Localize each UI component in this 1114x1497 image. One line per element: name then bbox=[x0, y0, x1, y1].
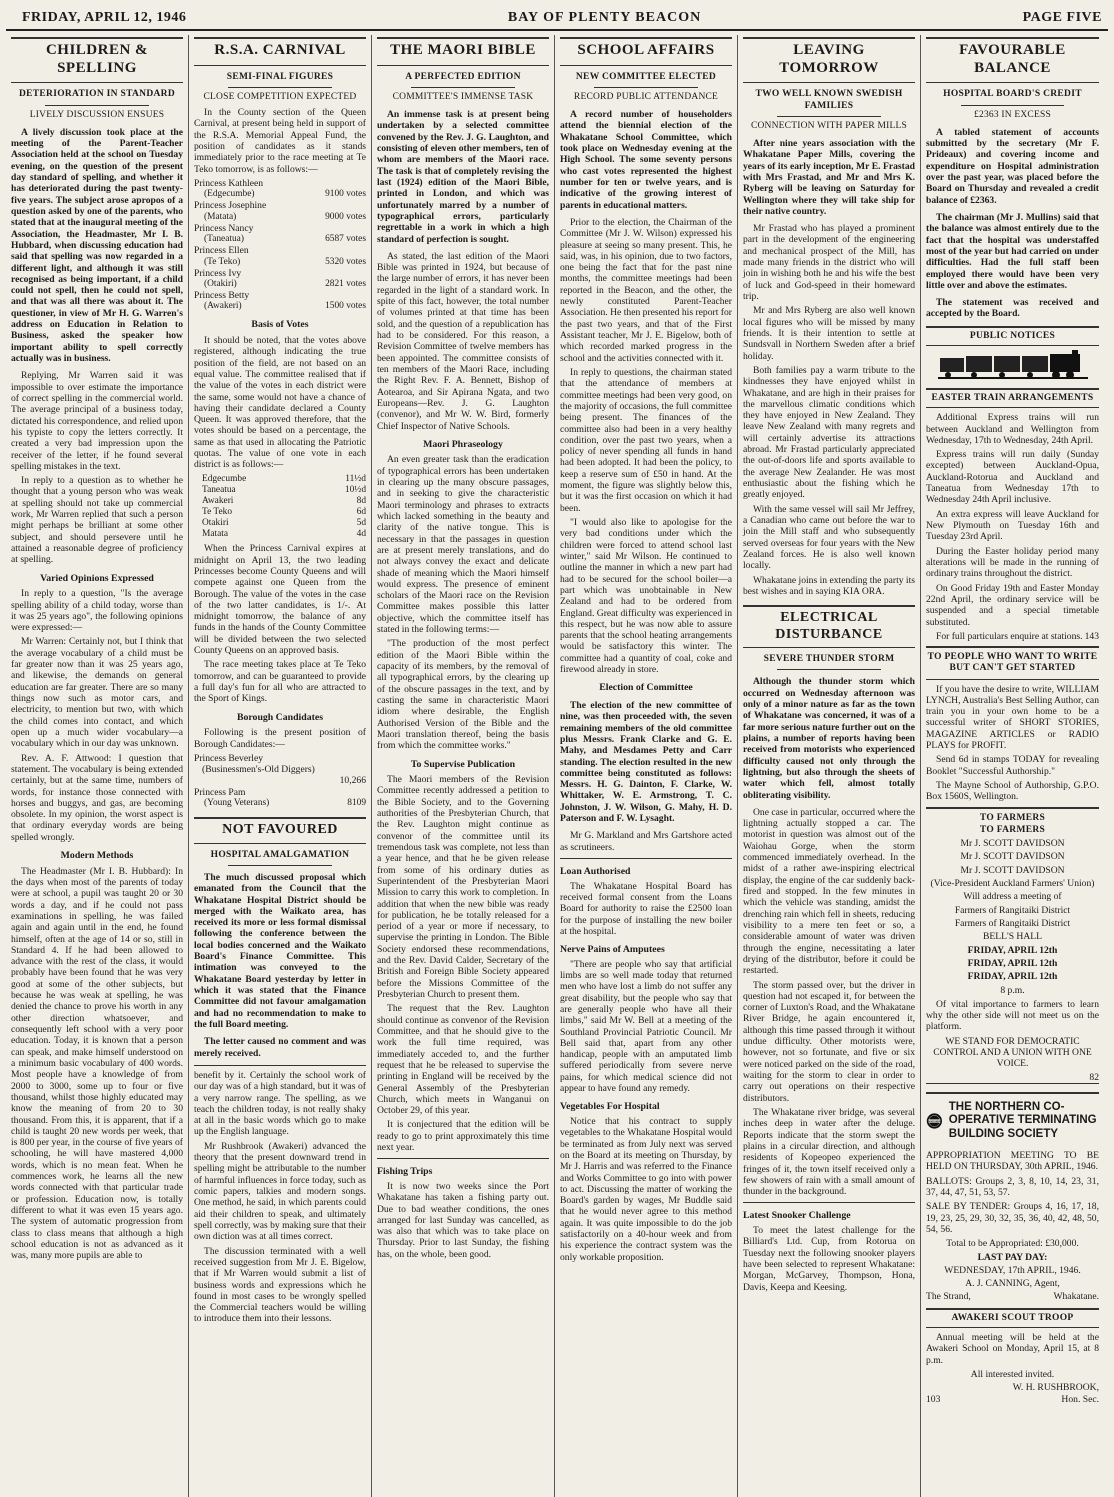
vote-value-row bbox=[194, 496, 366, 507]
lead-paragraph: The statement was received and accepted by the Board. bbox=[926, 297, 1099, 320]
borough-entry bbox=[194, 787, 366, 809]
meeting-date: FRIDAY, APRIL 12th bbox=[967, 957, 1058, 969]
building-society-header bbox=[926, 1092, 1099, 1142]
divider bbox=[194, 1065, 366, 1066]
subheading: HOSPITAL AMALGAMATION bbox=[210, 849, 350, 860]
section-heading: Election of Committee bbox=[599, 682, 693, 694]
subheading: SEMI-FINAL FIGURES bbox=[226, 71, 334, 82]
vote-count: 6587 votes bbox=[325, 234, 366, 245]
notice-number: 143 bbox=[1084, 630, 1099, 642]
paragraph: Mr Frastad who has played a prominent part in the development of the engineering and mechanical prospect of the Mill, has made many friends in the district who will join in wishing both he and his wife the best of luck and God-speed in their homeward trip. bbox=[743, 223, 915, 303]
paragraph: Annual meeting will be held at the Awakeri School on Monday, April 15, at 8 p.m. bbox=[926, 1331, 1099, 1366]
paragraph: It should be noted, that the votes above registered, although indicating the true position of the field, are not based on an equal value. The committee realised that if the value of the votes in each district were the same, some would not have a chance of having their candidate declared a County Queen. It was approved therefore, that the votes should be based on a percentage, the same as that used in allocating the Patriotic quotas. The value of one vote in each district is as follows:— bbox=[194, 334, 366, 471]
lead-paragraph: The election of the new committee of nine, was then proceeded with, the seven remaining members of the old committee plus Messrs. Frank Clarke and G. E. Mahy, and Mesdames Petty and Carr standing. The election resulted in the new committee being constituted as follows: Messrs. H. G. Dainton, F. Clarke, W. Whittaker, W. E. Armstrong, T. C. Johnston, J. W. Wilson, G. Mahy, H. D. Paterson and F. W. Lysaght. bbox=[560, 699, 732, 825]
district: Edgecumbe bbox=[202, 473, 247, 484]
paragraph: On Good Friday 19th and Easter Monday 22nd April, the ordinary service will be suspended and a special timetable substituted. bbox=[926, 582, 1099, 628]
notice-text: Farmers of Rangitaiki District bbox=[954, 904, 1071, 916]
section-heading: Maori Phraseology bbox=[423, 438, 503, 450]
vote-list bbox=[194, 178, 366, 312]
section-heading: Modern Methods bbox=[60, 850, 134, 862]
notice-text: WEDNESDAY, 17th APRIL, 1946. bbox=[944, 1264, 1081, 1276]
building-society-logo-icon bbox=[926, 1100, 943, 1142]
section-heading: Loan Authorised bbox=[560, 866, 631, 878]
headline-leaving-tomorrow: LEAVING TOMORROW bbox=[743, 37, 915, 83]
section-heading: Fishing Trips bbox=[377, 1166, 433, 1178]
paragraph: APPROPRIATION MEETING TO BE HELD ON THURSDAY, 30th APRIL, 1946. bbox=[926, 1150, 1099, 1173]
paragraph: Mr G. Markland and Mrs Gartshore acted as scrutineers. bbox=[560, 830, 732, 853]
paragraph: Following is the present position of Borough Candidates:— bbox=[194, 727, 366, 750]
paragraph: "I would also like to apologise for the very bad conditions under which the children were forced to attend school last winter," said Mr Wilson. He continued to outline the manner in which a new part had had to be secured for the school boiler—a part which was unobtainable in New Zealand and had to be ordered from England. Great difficulty was experienced in this respect, but he was now able to assure parents that the school heating arrangements would be satisfactory this winter. The committee had a quantity of coal, coke and firewood already in store. bbox=[560, 517, 732, 676]
meeting-time: 8 p.m. bbox=[1000, 984, 1025, 996]
vote-count: 2821 votes bbox=[325, 278, 366, 289]
notice-heading: AWAKERI SCOUT TROOP bbox=[926, 1308, 1099, 1328]
column-2 bbox=[189, 35, 372, 1497]
value: 5d bbox=[356, 518, 366, 529]
paragraph: In reply to questions, the chairman stated that the attendance of members at committee meetings had been very good, on the majority of occasions, the full committee being present. The finances of the committee also had been in a very healthy condition, over the past two years, when a policy of never spending all funds in hand had been adopted. It had been the policy, to keep a reserve sum of £50 in hand. At the moment, the figure was slightly below this, but it was the first occasion on which it had been. bbox=[560, 366, 732, 514]
paragraph: The Whakatane Hospital Board has received formal consent from the Loans Board for authority to raise the £2500 loan for the purpose of installing the new boiler at the hospital. bbox=[560, 880, 732, 937]
building-society-name: THE NORTHERN CO-OPERATIVE TERMINATING BUILDING SOCIETY bbox=[948, 1101, 1097, 1140]
paragraph: During the Easter holiday period many alterations will be made in the running of ordinary trains throughout the district. bbox=[926, 545, 1099, 580]
candidate-name: Princess Ellen bbox=[194, 245, 249, 257]
vote-entry bbox=[194, 200, 366, 222]
paragraph: The Whakatane river bridge, was several inches deep in water after the deluge. Reports indicate that the storm swept the plains in a circular direction, and although residents of Kopeopeo experienced the fringes of it, the town itself received only a few showers of rain with a small amount of thunder in the background. bbox=[743, 1106, 915, 1198]
column-1 bbox=[6, 35, 189, 1497]
venue: BELL'S HALL bbox=[982, 931, 1043, 943]
candidate-district: (Taneatua) bbox=[204, 234, 244, 245]
candidate-name: Princess Kathleen bbox=[194, 177, 264, 189]
vote-entry bbox=[194, 268, 366, 290]
divider bbox=[743, 1202, 915, 1203]
notice-number: 82 bbox=[1089, 1071, 1099, 1083]
divider bbox=[961, 105, 1065, 106]
headline-electrical-disturbance: ELECTRICAL DISTURBANCE bbox=[743, 605, 915, 648]
subheading: £2363 IN EXCESS bbox=[974, 109, 1051, 120]
farmers-notice bbox=[926, 807, 1099, 1084]
agent-name: A. J. CANNING, Agent, bbox=[965, 1278, 1060, 1290]
paragraph: Express trains will run daily (Sunday excepted) between Auckland-Opua, Auckland-Rotorua and Auckland and Taneatua from Wednesday 17th to Wednesday 24th April inclusive. bbox=[926, 449, 1099, 506]
district: Otakiri bbox=[202, 518, 229, 529]
vote-count: 9100 votes bbox=[325, 189, 366, 200]
notice-heading: TO PEOPLE WHO WANT TO WRITE BUT CAN'T GET STARTED bbox=[926, 646, 1099, 679]
divider bbox=[777, 669, 880, 670]
vote-value-row bbox=[194, 507, 366, 518]
divider bbox=[560, 858, 732, 859]
section-heading: Latest Snooker Challenge bbox=[743, 1210, 851, 1222]
page-number: PAGE FIVE bbox=[1022, 10, 1102, 25]
lead-paragraph: A tabled statement of accounts submitted by the secretary (Mr F. Prideaux) and covering income and expenditure on Hospital administration over the past year, was placed before the Board on Thursday and revealed a credit balance of £2363. bbox=[926, 126, 1099, 206]
paragraph: The Headmaster (Mr I. B. Hubbard): In the days when most of the parents of today were at school, a pupil was taught 20 or 30 words a day, and if he could not pass examinations in spelling, he was failed again and again until in the end, he found himself, often at the age of 14 or so, still in Standard 4. If he had been allowed to advance with the rest of the class, it would probably have been found that he was very good at some of the other subjects, but because he was weak at spelling, he was denied the chance to prove his worth in any other direction whatsoever, and consequently left school with a very poor education. Today, it is known that a person can speak, and make himself understood on a minimum basic vocabulary of 400 words. Most people have a knowledge of from 2000 to 3000, some up to four or five thousand, whilst those highly educated may know the meaning of from 20 to 30 thousand. From this, it is apparent, that if a child is taught 20 new words per week, that is 800 per year, in the course of five years of schooling, he will have mastered 4,000 words, which is no mean feat. When he commences work, he learns all the new words connected with that particular trade or profession. Education now, is totally different to what it was even 15 years ago. The system of automatic progression from class to class means that although a high school education is not as advanced as it was, many more pupils are able to bbox=[11, 865, 183, 1262]
divider bbox=[594, 87, 697, 88]
paragraph: In reply to a question as to whether he thought that a young person who was weak at spelling should not take up commercial work, Mr Warren replied that such a person might perhaps be brilliant at some other subject, and should persevere until he attained a reasonable degree of proficiency at spelling. bbox=[11, 475, 183, 566]
notice-number: 103 bbox=[926, 1393, 941, 1405]
value: 6d bbox=[356, 506, 366, 517]
paragraph: In the County section of the Queen Carnival, at present being held in support of the R.S.A. Memorial Appeal Fund, the position of candidates as it stands immediately prior to the race meeting at Te Teko tomorrow, is as follows:— bbox=[194, 107, 366, 175]
subheading: TWO WELL KNOWN SWEDISH FAMILIES bbox=[755, 89, 903, 111]
divider bbox=[228, 865, 331, 866]
subheading: COMMITTEE'S IMMENSE TASK bbox=[392, 91, 534, 102]
vote-value-list bbox=[194, 474, 366, 541]
district: Awakeri bbox=[202, 495, 234, 506]
notice-text: All interested invited. bbox=[970, 1368, 1055, 1380]
paragraph: The request that the Rev. Laughton should continue as convenor of the Revision Committee, and that he should give to the work the full time required, was immediately acceded to, and the further request that he be released to supervise the printing in England will be received by the General Assembly of the Presbyterian Church, which meets in Wanganui on October 29, of this year. bbox=[377, 1003, 549, 1117]
lead-paragraph: Although the thunder storm which occurred on Wednesday afternoon was only of a minor nature as far as the town of Whakatane was concerned, it was of a far more serious nature further out on the plains, a number of reports having been received from motorists who experienced difficulty caused not only through the lightning, but also through the sheets of water which fell, almost totally obliterating visibility. bbox=[743, 676, 915, 801]
paragraph: "The production of the most perfect edition of the Maori Bible within the capacity of its members, by the removal of all typographical errors, by the clearing up of the obscure passages in the text, and by casting the same in characteristic Maori idiom where desirable, the English Authorised Version of the Bible and the Maori translation thereof, being the basis from which the committee works." bbox=[377, 638, 549, 752]
section-heading: To Supervise Publication bbox=[410, 758, 516, 770]
paragraph: If you have the desire to write, WILLIAM LYNCH, Australia's Best Selling Author, can train you in your own home to be a successful writer of SHORT STORIES, MAGAZINE ARTICLES or RADIO PLAYS for PROFIT. bbox=[926, 683, 1099, 752]
paragraph: Notice that his contract to supply vegetables to the Whakatane Hospital would be terminated as from July next was served on the Board at its meeting on Thursday, by Mr J. Harris and was referred to the Finance and Works Committee to go into with power to act. Discussing the matter of working the Board's garden by wages, Mr Buddle said that he would never agree to this method again. It was quite impossible to do the job satisfactorily on a 40-hour week and from his experience the contract system was the only workable proposition. bbox=[560, 1115, 732, 1263]
notice-text: Farmers of Rangitaiki District bbox=[954, 917, 1071, 929]
speaker-name: Mr J. SCOTT DAVIDSON bbox=[960, 851, 1065, 863]
candidate-district: (Edgecumbe) bbox=[204, 189, 255, 200]
paper-title: BAY OF PLENTY BEACON bbox=[507, 10, 702, 25]
speaker-name: Mr J. SCOTT DAVIDSON bbox=[960, 864, 1065, 876]
subheading: SEVERE THUNDER STORM bbox=[763, 654, 895, 665]
candidate-district: (Otakiri) bbox=[204, 278, 237, 289]
notice-heading: TO FARMERS bbox=[979, 812, 1046, 823]
column-6 bbox=[921, 35, 1104, 1497]
logo-text: NORTHERN bbox=[928, 1120, 941, 1123]
notice-heading: EASTER TRAIN ARRANGEMENTS bbox=[926, 388, 1099, 408]
subheading: CLOSE COMPETITION EXPECTED bbox=[203, 91, 357, 102]
vote-value-row bbox=[194, 529, 366, 540]
notice-footer bbox=[926, 631, 1099, 642]
notice-heading: TO FARMERS bbox=[979, 824, 1046, 835]
paragraph: The discussion terminated with a well received suggestion from Mr J. E. Bigelow, that if Mr Warren would submit a list of business words and expressions which he found in most cases to be wrongly spelled the Commercial teachers would be willing to introduce them into their lessons. bbox=[194, 1245, 366, 1325]
section-heading: Borough Candidates bbox=[236, 711, 324, 723]
column-5 bbox=[738, 35, 921, 1497]
subheading: LIVELY DISCUSSION ENSUES bbox=[29, 109, 165, 120]
vote-count: 1500 votes bbox=[325, 301, 366, 312]
agent-address bbox=[926, 1291, 1099, 1302]
section-heading: Nerve Pains of Amputees bbox=[560, 944, 665, 956]
vote-value-row bbox=[194, 485, 366, 496]
paragraph: benefit by it. Certainly the school work of our day was of a high standard, but it was of a very narrow range. The spelling, as we teach the children today, is not really shaky at all in the basic words which go to make up the English language. bbox=[194, 1069, 366, 1138]
paragraph: The Mayne School of Authorship, G.P.O. Box 1560S, Wellington. bbox=[926, 780, 1099, 803]
paragraph: One case in particular, occurred where the lightning actually stopped a car. The motorist in question was almost out of the Waiohau Gorge, when the storm commenced immediately overhead. In the midst of a rather awe-inspiring electrical display, the engine of the car suddenly back-fired and stopped. In the few minutes in which the vehicle was standing, amidst the drenching rain which fell in sheets, reducing visibility to a mere ten feet or so, a considerable amount of water was driven through the engine, necessitating a later drying of the distributor, before it could be restarted. bbox=[743, 806, 915, 977]
lead-paragraph: A record number of householders attend the biennial election of the Whakatane School Committee, which took place on Wednesday evening at the High School. The some seventy persons who cast votes represented the highest number for ten or twelve years, and is indicative of the growing interest of parents in educational matters. bbox=[560, 109, 732, 211]
lead-paragraph: An immense task is at present being undertaken by a selected committee convened by the Rev. J. G. Laughton, and consisting of eleven other members, ten of whom are members of the Maori race. The task is that of completely revising the last (1924) edition of the Maori Bible, printed in London, and which was unfortunately marred by a number of typographical errors, particularly regrettable in a work in which a high standard of perfection is sought. bbox=[377, 109, 549, 245]
speaker-role: (Vice-President Auckland Farmers' Union) bbox=[930, 878, 1095, 889]
paragraph: In reply to a question, "Is the average spelling ability of a child today, worse than it was 25 years ago", the following opinions were expressed:— bbox=[11, 588, 183, 634]
value: 10½d bbox=[344, 484, 366, 495]
paragraph: Mr Rushbrook (Awakeri) advanced the theory that the present downward trend in spelling might be attributable to the number of harmful influences in force today, such as comic papers, talkies and modern songs. One method, he said, in which parents could aid their children to speak, and ultimately spell correctly, was by making sure that their own diction was at all times correct. bbox=[194, 1140, 367, 1243]
vote-entry bbox=[194, 223, 366, 245]
candidate-sponsor: (Young Veterans) bbox=[204, 798, 270, 809]
vote-entry bbox=[194, 178, 366, 200]
paragraph: With the same vessel will sail Mr Jeffrey, a Canadian who came out before the war to join the Mill staff and who subsequently served overseas for four years with the New Zealand forces. He is also well known locally. bbox=[743, 503, 915, 572]
candidate-name: Princess Nancy bbox=[194, 222, 254, 234]
paragraph: Prior to the election, the Chairman of the Committee (Mr J. W. Wilson) expressed his pleasure at seeing so many present. This, he said, was, in his opinion, due to two factors, one being the fact that for the past nine months, the committee meetings had been reported in the Beacon, and the other, the newly constituted Parent-Teacher Association. He then presented his report for the past two years, and that of the First Assistant teacher, Mr J. E. Bigelow, both of which recorded marked progress in the school and the activities connected with it. bbox=[560, 216, 732, 364]
column-3 bbox=[372, 35, 555, 1497]
meeting-date: FRIDAY, APRIL 12th bbox=[967, 971, 1058, 983]
paragraph: When the Princess Carnival expires at midnight on April 13, the two leading Princesses become County Queens and will compete against one Queen from the Borough. The value of the votes in the case of the two latter candidates, is 1/-. At midnight tomorrow, the balance of any funds in the hands of the County Committee will be divided between the two selected County Queens on an approved basis. bbox=[194, 543, 366, 657]
district: Te Teko bbox=[202, 506, 233, 517]
headline-school-affairs: SCHOOL AFFAIRS bbox=[560, 37, 732, 66]
paragraph: Of vital importance to farmers to learn why the other side will not meet us on the platform. bbox=[926, 998, 1099, 1033]
headline-maori-bible: THE MAORI BIBLE bbox=[377, 37, 549, 66]
speaker-name: Mr J. SCOTT DAVIDSON bbox=[960, 838, 1065, 850]
lead-paragraph: After nine years association with the Whakatane Paper Mills, covering the years of its early inception, Mr E. Frastad with Mrs Frastad, and Mr and Mrs K. Ryberg will be leaving on Saturday for Wellington where they will take ship for their native country. bbox=[743, 137, 915, 217]
train-illustration bbox=[938, 350, 1088, 384]
lead-paragraph: A lively discussion took place at the meeting of the Parent-Teacher Association held at the school on Tuesday evening, on the question of the present day standard of spelling, and whether it has deteriorated during the past twenty-five years. The subject arose apropos of a question asked by one of the parents, who stated that at the inaugural meeting of the Association, the Headmaster, Mr I. B. Hubbard, when discussing education had said that spelling was now regarded in a different light, and although it was still recognised as being important, if a child could not spell, then he could not spell, and that was all there was about it. The questioner, in view of Mr H. G. Warren's address on Education in Relation to Business, asked the speaker how important ability to spell correctly actually was in business. bbox=[11, 126, 183, 365]
paragraph: Mr and Mrs Ryberg are also well known local figures who will be missed by many friends. It is their intention to settle at Sundsvall in Northern Sweden after a brief holiday. bbox=[743, 305, 915, 362]
lead-paragraph: The letter caused no comment and was merely received. bbox=[194, 1036, 366, 1059]
vote-entry bbox=[194, 290, 366, 312]
paragraph: An extra express will leave Auckland for New Plymouth on Tuesday 16th and Tuesday 23rd April. bbox=[926, 508, 1099, 543]
paragraph: Replying, Mr Warren said it was impossible to over estimate the importance of correct spelling in the commercial world. The average principal of a business today, dictated his correspondence, and relied upon his typiste to copy the letters correctly. It created a very bad impression upon the receiver of the letter, if he found several spelling mistakes in the text. bbox=[11, 370, 183, 472]
paragraph: To meet the latest challenge for the Billiard's Ltd. Cup, from Rotorua on Tuesday next the following snooker players have been selected to represent Whakatane: Morgan, McGarvey, Thompson, Hona, Davis, Keepa and Keesing. bbox=[743, 1225, 915, 1293]
paragraph: Whakatane joins in extending the party its best wishes and in saying KIA ORA. bbox=[743, 574, 915, 597]
paragraph: It is conjectured that the edition will be ready to go to print approximately this time next year. bbox=[377, 1119, 549, 1154]
slogan: WE STAND FOR DEMOCRATIC CONTROL AND A UNION WITH ONE VOICE. bbox=[933, 1035, 1092, 1070]
lead-paragraph: The chairman (Mr J. Mullins) said that the balance was almost entirely due to the fact that the hospital was understaffed most of the year but had carried on under difficulties. Had the full staff been employed there would have been very little over and above the estimates. bbox=[926, 211, 1099, 291]
candidate-district: (Te Teko) bbox=[204, 256, 241, 267]
value: 11½d bbox=[345, 473, 366, 484]
address-line: The Strand, bbox=[926, 1291, 971, 1303]
district: Taneatua bbox=[202, 484, 236, 495]
columns bbox=[6, 31, 1108, 1497]
vote-value-row bbox=[194, 474, 366, 485]
candidate-sponsor: (Businessmen's-Old Diggers) bbox=[202, 764, 315, 776]
paragraph: It is now two weeks since the Port Whakatane has taken a fishing party out. Due to bad weather conditions, the ones arranged for last Sunday was cancelled, as was also that which was to take place on Thursday. Prior to last Sunday, the fishing has, on the whole, been good. bbox=[377, 1180, 549, 1260]
divider bbox=[228, 87, 331, 88]
divider bbox=[777, 116, 880, 117]
value: 8d bbox=[356, 495, 366, 506]
divider bbox=[45, 105, 148, 106]
subheading: A PERFECTED EDITION bbox=[405, 71, 521, 82]
candidate-name: Princess Josephine bbox=[194, 200, 267, 212]
paragraph: The race meeting takes place at Te Teko tomorrow, and can be guaranteed to provide a full day's fun for all who are attracted to the Sport of Kings. bbox=[194, 659, 366, 705]
section-heading: Varied Opinions Expressed bbox=[40, 572, 154, 584]
column-4 bbox=[555, 35, 738, 1497]
paragraph: For full particulars enquire at stations. bbox=[936, 630, 1083, 642]
issue-date: FRIDAY, APRIL 12, 1946 bbox=[22, 10, 187, 25]
subheading: HOSPITAL BOARD'S CREDIT bbox=[943, 89, 1082, 100]
signatory-role: Hon. Sec. bbox=[1061, 1393, 1099, 1405]
notice-text: Total to be Appropriated: £30,000. bbox=[946, 1238, 1079, 1250]
masthead bbox=[6, 4, 1108, 31]
subheading: NEW COMMITTEE ELECTED bbox=[575, 71, 717, 82]
train-icon bbox=[926, 350, 1099, 384]
vote-count: 5320 votes bbox=[325, 256, 366, 267]
candidate-district: (Matata) bbox=[204, 211, 237, 222]
candidate-district: (Awakeri) bbox=[204, 301, 242, 312]
paragraph: "There are people who say that artificial limbs are so well made today that returned men who have lost a limb do not suffer any great disability, but the people who say that are generally people who have all their limbs," said Mr W. Bell at a meeting of the Southland Provincial Patriotic Council. Mr Bell said that, apart from any other handicap, people with an amputated limb suffered periodically from severe nerve pains, for which medical science did not appear to have found any remedy. bbox=[560, 958, 732, 1095]
divider bbox=[411, 87, 514, 88]
candidate-name: Princess Betty bbox=[194, 290, 250, 301]
address-town: Whakatane. bbox=[1053, 1291, 1099, 1303]
headline-not-favoured: NOT FAVOURED bbox=[194, 817, 366, 844]
paragraph: The storm passed over, but the driver in question had not escaped it, for between the corner of Luxton's Road, and the Whakatane River Bridge, he again encountered it, although this time passed through it without undue difficulty. Other motorists were, however, not so fortunate, and five or six were noticed parked on the side of the road, waiting for the storm to clear in order to carry out operations on their respective distributors. bbox=[743, 979, 915, 1104]
vote-value-row bbox=[194, 518, 366, 529]
section-heading: Basis of Votes bbox=[251, 319, 309, 331]
district: Matata bbox=[202, 529, 229, 540]
paragraph: SALE BY TENDER: Groups 4, 16, 17, 18, 19, 23, 25, 29, 30, 32, 35, 36, 40, 42, 48, 50, 54, 56. bbox=[926, 1201, 1099, 1235]
section-heading: Vegetables For Hospital bbox=[560, 1101, 660, 1113]
vote-count: 8109 bbox=[347, 798, 366, 809]
signatory: W. H. RUSHBROOK, bbox=[1012, 1382, 1099, 1394]
paragraph: BALLOTS: Groups 2, 3, 8, 10, 14, 23, 31, 37, 44, 47, 51, 53, 57. bbox=[926, 1175, 1099, 1198]
lead-paragraph: The much discussed proposal which emanated from the Council that the Whakatane Hospital District should be merged with the Waikato area, has received its more or less formal dismissal following the conference between the local bodies concerned and the Waikato Board's Finance Committee. This intimation was conveyed to the Whakatane Board yesterday by letter in which it was stated that the Finance Committee did not favour amalgamation and had no recommendation to make to the full Board meeting. bbox=[194, 871, 366, 1030]
headline-rsa-carnival: R.S.A. CARNIVAL bbox=[194, 37, 366, 66]
vote-count: 9000 votes bbox=[325, 211, 366, 222]
headline-children-spelling: CHILDREN & SPELLING bbox=[11, 37, 183, 83]
paragraph: Both families pay a warm tribute to the kindnesses they have enjoyed whilst in Whakatane, and are high in their praises for the marvellous climatic conditions which they have enjoyed in New Zealand. They leave New Zealand with many regrets and will certainly advertise its attractions abroad. Mr Frastad particularly appreciated the out-of-doors life and sports available to the average New Zealander. He was most enthusiastic about the fishing which he greatly enjoyed. bbox=[743, 364, 915, 501]
subheading: CONNECTION WITH PAPER MILLS bbox=[750, 120, 908, 131]
subheading: RECORD PUBLIC ATTENDANCE bbox=[573, 91, 719, 102]
meeting-date: FRIDAY, APRIL 12th bbox=[967, 944, 1058, 956]
notice-footer bbox=[926, 1394, 1099, 1405]
candidate-name: Princess Pam bbox=[194, 786, 246, 798]
public-notices-heading: PUBLIC NOTICES bbox=[926, 326, 1099, 346]
notice-text: LAST PAY DAY: bbox=[977, 1251, 1048, 1263]
candidate-name: Princess Beverley bbox=[194, 752, 264, 764]
notice-text: Will address a meeting of bbox=[963, 891, 1062, 903]
paragraph: Mr Warren: Certainly not, but I think that the average vocabulary of a child must be far greater now than it was 25 years ago, and likewise, the demands on general education are far greater. There are so many things now such as motor cars, and electricity, to mention but two, with which the child comes into contact, and which open up a much wider vocabulary—a vocabulary which in our day was unknown. bbox=[11, 636, 183, 750]
paragraph: Send 6d in stamps TODAY for revealing Booklet "Successful Authorship." bbox=[926, 754, 1099, 777]
borough-entry bbox=[194, 753, 366, 787]
vote-count: 10,266 bbox=[339, 775, 366, 787]
paragraph: The Maori members of the Revision Committee recently addressed a petition to the Bible Society, and to the Governing authorities of the Presbyterian Church, that the Rev. Laughton might continue as convenor of the committee until its tremendous task was complete, not less than a year hence, and that he be given release from some of his ordinary duties as Superintendent of the Presbyterian Maori Mission to carry this work to completion. In addition that when the new bible was ready for publication, he be totally released for a period of a year or more if necessary, to supervise the printing in London. The Bible Society endorsed these recommendations, and the Rev. David Calder, Secretary of the British and Foreign Bible Society appeared before the Missions Committee of the Presbyterian Church to present them. bbox=[377, 774, 549, 1000]
paragraph: As stated, the last edition of the Maori Bible was printed in 1924, but because of the large number of errors, it has never been regarded in the light of a standard work. In spite of this fact, however, the total number of volumes printed at that time has been sold, and the question of a republication has had to be considered. For this reason, a Revision Committee of twelve members has been appointed. The committee consists of ten members of the Maori Race, including the Right Rev. F. A. Bennett, Bishop of Aotearoa, and Sir Apirana Ngata, and two Europeans—Rev. J. G. Laughton (convenor), and Mr W. W. Bird, formerly Chief Inspector of Native Schools. bbox=[377, 250, 549, 432]
paragraph: An even greater task than the eradication of typographical errors has been undertaken in clearing up the many obscure passages, and in seeking to give the characteristic Maori terminology and phrases to extracts which lacked something in the beauty and clarity of the native tongue. This is necessary in that the passages in question are at present merely translations, and do not always convey the exact and delicate shade of meaning which the Maori himself would express. The presence of eminent scholars of the Maori race on the Revision Committee makes possible this latter objective, which the committee itself has stated in the following terms:— bbox=[377, 454, 549, 636]
paragraph: Additional Express trains will run between Auckland and Wellington from Wednesday, 17th to Wednesday, 24th April. bbox=[926, 412, 1099, 446]
vote-entry bbox=[194, 245, 366, 267]
headline-favourable-balance: FAVOURABLE BALANCE bbox=[926, 37, 1099, 83]
value: 4d bbox=[356, 529, 366, 540]
candidate-name: Princess Ivy bbox=[194, 267, 242, 279]
paragraph: Rev. A. F. Attwood: I question that statement. The vocabulary is being extended certainly, but at the same time, numbers of words, for instance those connected with horses and buggys, and gas, are becoming obsolete. In my opinion, the worst aspect is that ordinary everyday words are being spelled wrongly. bbox=[11, 752, 183, 843]
divider bbox=[377, 1158, 549, 1159]
subheading: DETERIORATION IN STANDARD bbox=[18, 89, 175, 100]
